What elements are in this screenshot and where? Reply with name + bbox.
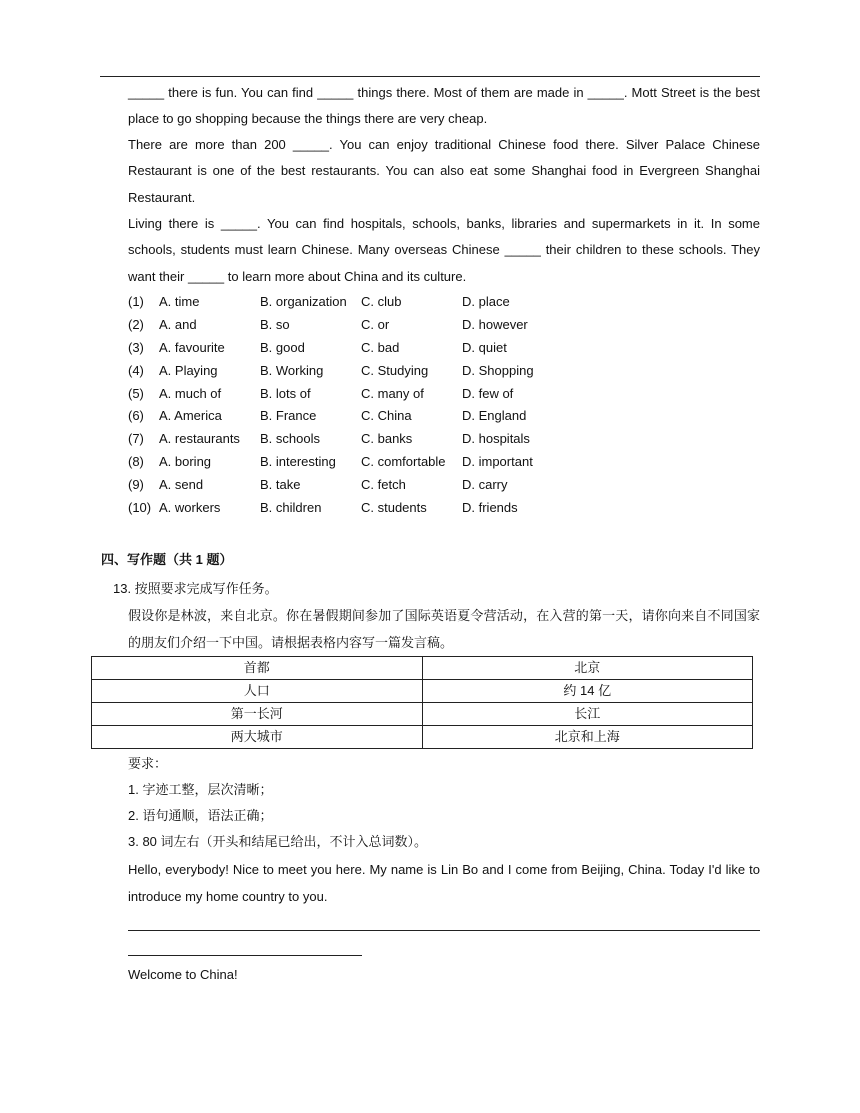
option-row — [128, 314, 760, 337]
option-b: B. children — [260, 500, 322, 516]
requirement-item: 1. 字迹工整，层次清晰； — [128, 782, 273, 797]
option-row — [128, 291, 760, 314]
option-c: C. banks — [361, 431, 413, 447]
option-row — [128, 383, 760, 406]
option-number: (5) — [128, 385, 144, 401]
option-c: C. students — [361, 500, 427, 516]
option-number: (2) — [128, 316, 144, 332]
requirement-item: 2. 语句通顺，语法正确； — [128, 808, 273, 823]
option-row — [128, 405, 760, 428]
option-c: C. or — [361, 316, 390, 332]
essay-closing: Welcome to China! — [128, 967, 238, 982]
option-row — [128, 451, 760, 474]
option-number: (10) — [128, 500, 152, 516]
question-stem: 13. 按照要求完成写作任务。 — [113, 581, 278, 596]
option-a: A. send — [159, 477, 204, 493]
option-a: A. time — [159, 294, 200, 309]
option-number: (3) — [128, 339, 144, 355]
passage-paragraph-1: _____ there is fun. You can find _____ things there. Most of them are made in _____. Mott Street is the best place to go shopping because the things there are very cheap. — [128, 85, 760, 127]
option-a: A. favourite — [159, 339, 225, 355]
option-c: C. Studying — [361, 362, 429, 378]
table-label: 人口 — [92, 680, 423, 703]
option-b: B. take — [260, 477, 301, 493]
option-a: A. much of — [159, 385, 222, 401]
table-value: 长江 — [422, 703, 753, 726]
table-row — [92, 726, 753, 749]
info-table — [91, 656, 753, 749]
option-b: B. lots of — [260, 385, 311, 401]
option-b: B. so — [260, 316, 290, 332]
table-value: 约 14 亿 — [422, 680, 753, 703]
writing-line[interactable] — [128, 955, 362, 956]
requirement-item: 3. 80 词左右（开头和结尾已给出，不计入总词数）。 — [128, 834, 428, 849]
option-b: B. good — [260, 339, 305, 355]
option-a: A. America — [159, 408, 222, 424]
writing-line[interactable] — [128, 930, 760, 931]
option-row — [128, 360, 760, 383]
passage-paragraph-2: There are more than 200 _____. You can enjoy traditional Chinese food there. Silver Palace Chinese Restaurant is one of the best restaurants. You can also eat some Shanghai food in Evergreen Shanghai Restaurant. — [128, 137, 760, 205]
option-c: C. fetch — [361, 477, 406, 493]
option-a: A. and — [159, 316, 197, 332]
table-label: 两大城市 — [92, 726, 423, 749]
option-c: C. many of — [361, 385, 424, 401]
option-b: B. organization — [260, 294, 347, 309]
option-a: A. restaurants — [159, 431, 240, 447]
passage-paragraph-3: Living there is _____. You can find hospitals, schools, banks, libraries and supermarkets in it. In some schools, students must learn Chinese. Many overseas Chinese _____ their children to these schools. They want their _____ to learn more about China and its culture. — [128, 216, 760, 284]
option-d: D. England — [462, 408, 527, 424]
table-label: 首都 — [92, 657, 423, 680]
option-d: D. place — [462, 294, 510, 309]
writing-prompt: 假设你是林波，来自北京。你在暑假期间参加了国际英语夏令营活动，在入营的第一天，请你向来自不同国家的朋友们介绍一下中国。请根据表格内容写一篇发言稿。 — [128, 608, 760, 650]
option-row — [128, 497, 760, 520]
option-row — [128, 337, 760, 360]
option-d: D. friends — [462, 500, 518, 516]
option-d: D. quiet — [462, 339, 507, 355]
option-c: C. club — [361, 294, 402, 309]
option-row — [128, 428, 760, 451]
table-label: 第一长河 — [92, 703, 423, 726]
option-number: (7) — [128, 431, 144, 447]
option-number: (8) — [128, 454, 144, 470]
option-b: B. France — [260, 408, 317, 424]
option-a: A. boring — [159, 454, 212, 470]
option-c: C. China — [361, 408, 412, 424]
table-value: 北京 — [422, 657, 753, 680]
option-b: B. schools — [260, 431, 320, 447]
option-d: D. few of — [462, 385, 514, 401]
option-a: A. workers — [159, 500, 221, 516]
section-heading: 四、写作题（共 1 题） — [101, 552, 233, 567]
option-d: D. carry — [462, 477, 508, 493]
requirements-title: 要求： — [128, 756, 168, 771]
table-row — [92, 703, 753, 726]
option-d: D. Shopping — [462, 362, 534, 378]
option-c: C. comfortable — [361, 454, 446, 470]
option-b: B. interesting — [260, 454, 336, 470]
option-d: D. however — [462, 316, 528, 332]
answer-options — [128, 291, 760, 520]
table-row — [92, 680, 753, 703]
option-number: (6) — [128, 408, 144, 424]
option-number: (1) — [128, 294, 144, 309]
option-d: D. important — [462, 454, 533, 470]
option-b: B. Working — [260, 362, 324, 378]
essay-opening: Hello, everybody! Nice to meet you here. My name is Lin Bo and I come from Beijing, China. Today I'd like to introduce my home country to you. — [128, 862, 760, 904]
option-d: D. hospitals — [462, 431, 530, 447]
option-row — [128, 474, 760, 497]
table-value: 北京和上海 — [422, 726, 753, 749]
option-a: A. Playing — [159, 362, 218, 378]
header-rule — [100, 76, 760, 77]
table-row — [92, 657, 753, 680]
option-c: C. bad — [361, 339, 400, 355]
option-number: (9) — [128, 477, 144, 493]
option-number: (4) — [128, 362, 144, 378]
